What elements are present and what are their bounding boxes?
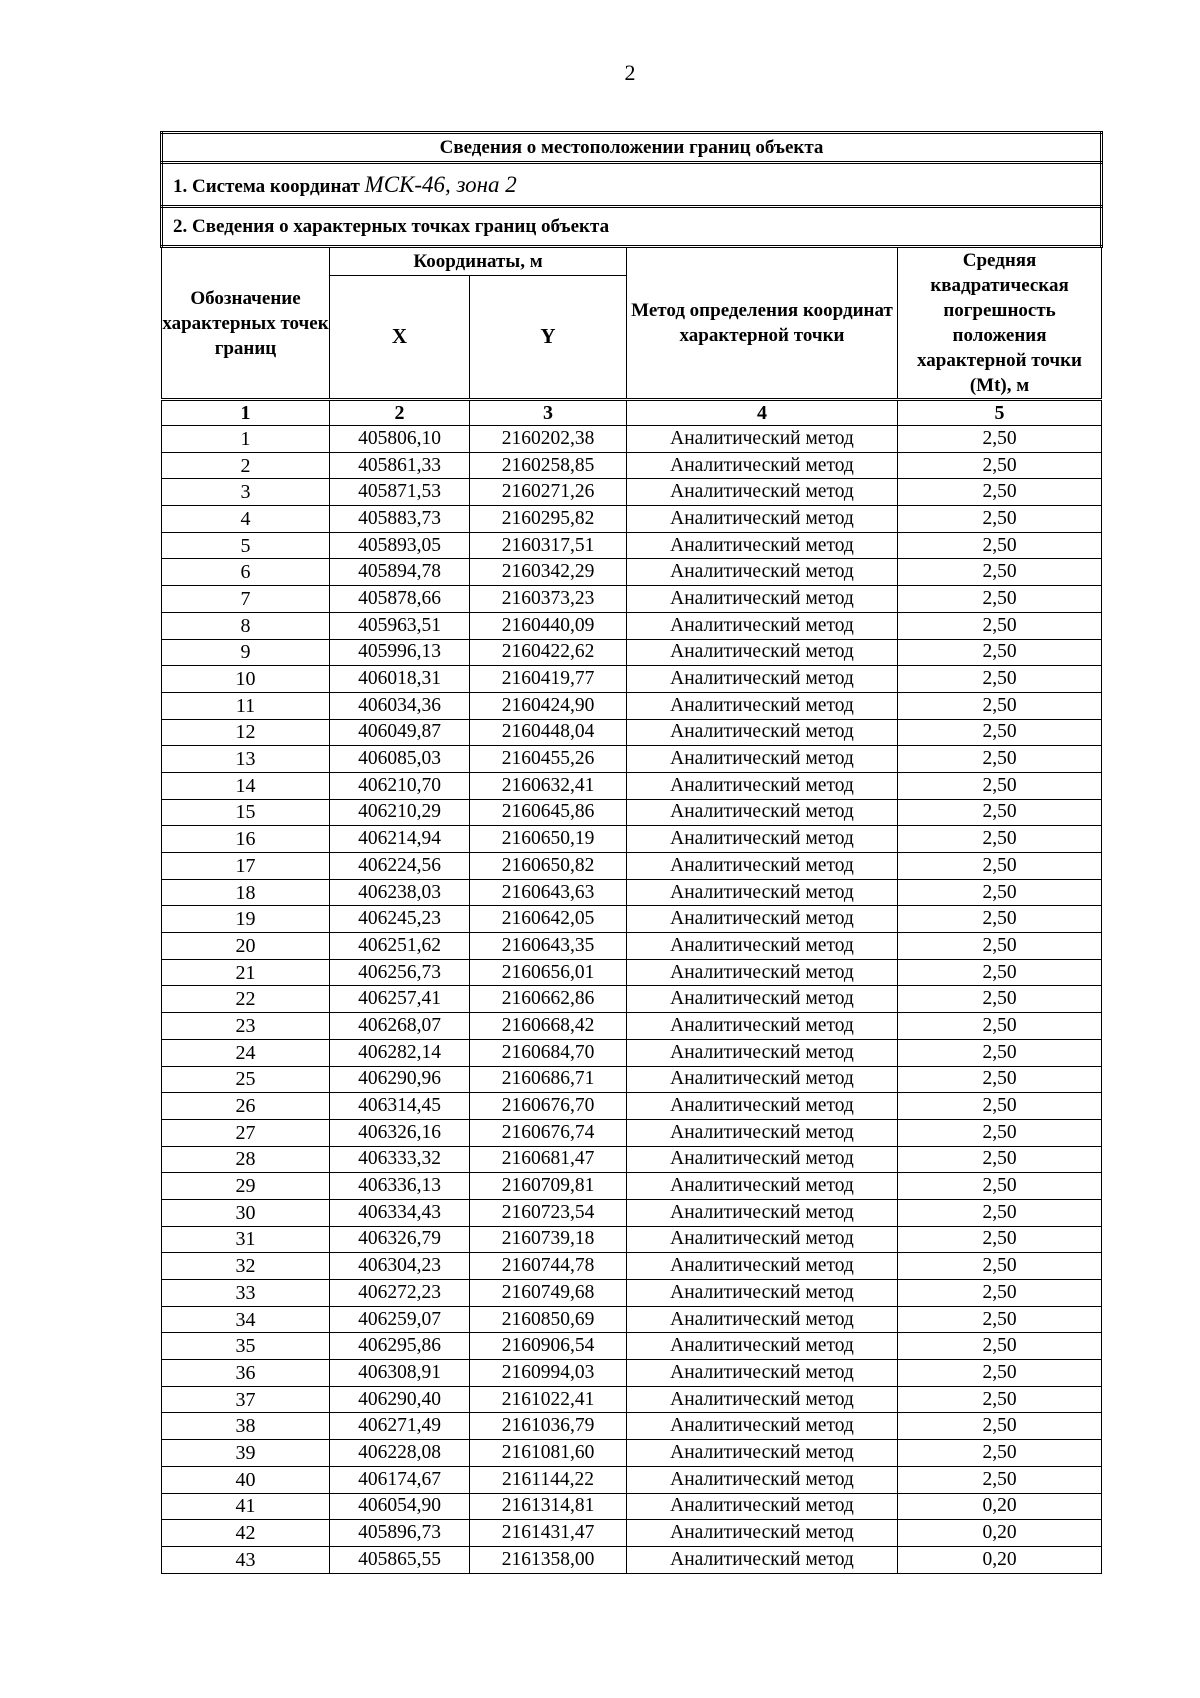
coord-y: 2160258,85 — [470, 452, 627, 479]
coord-y: 2160662,86 — [470, 986, 627, 1013]
coord-x: 405871,53 — [330, 479, 470, 506]
method-cell: Аналитический метод — [627, 1173, 898, 1200]
coord-system-value: МСК-46, зона 2 — [364, 171, 517, 197]
coord-y: 2160749,68 — [470, 1280, 627, 1307]
error-cell: 2,50 — [898, 799, 1102, 826]
method-cell: Аналитический метод — [627, 1493, 898, 1520]
method-cell: Аналитический метод — [627, 1226, 898, 1253]
point-number: 21 — [162, 959, 330, 986]
coord-y: 2161144,22 — [470, 1466, 627, 1493]
coord-y: 2160650,19 — [470, 826, 627, 853]
point-number: 28 — [162, 1146, 330, 1173]
error-cell: 2,50 — [898, 853, 1102, 880]
coord-y: 2160632,41 — [470, 772, 627, 799]
section-2-row — [162, 207, 1102, 247]
coord-x: 405963,51 — [330, 612, 470, 639]
header-point-designation: Обозначение характерных точек границ — [162, 247, 330, 400]
error-cell: 2,50 — [898, 986, 1102, 1013]
coord-x: 406238,03 — [330, 879, 470, 906]
coord-x: 406245,23 — [330, 906, 470, 933]
error-cell: 2,50 — [898, 1413, 1102, 1440]
table-row — [162, 1546, 1102, 1573]
method-cell: Аналитический метод — [627, 479, 898, 506]
coord-x: 405894,78 — [330, 559, 470, 586]
error-cell: 2,50 — [898, 426, 1102, 453]
point-number: 26 — [162, 1093, 330, 1120]
error-cell: 2,50 — [898, 959, 1102, 986]
table-row — [162, 1360, 1102, 1387]
error-cell: 2,50 — [898, 559, 1102, 586]
coord-y: 2160676,74 — [470, 1119, 627, 1146]
point-number: 41 — [162, 1493, 330, 1520]
coord-system — [162, 163, 1102, 207]
coord-y: 2160202,38 — [470, 426, 627, 453]
coord-y: 2161358,00 — [470, 1546, 627, 1573]
error-cell: 2,50 — [898, 933, 1102, 960]
header-coordinates: Координаты, м — [330, 247, 627, 276]
table-row — [162, 933, 1102, 960]
coord-x: 406290,40 — [330, 1386, 470, 1413]
method-cell: Аналитический метод — [627, 719, 898, 746]
point-number: 34 — [162, 1306, 330, 1333]
coord-x: 406268,07 — [330, 1013, 470, 1040]
coord-y: 2160723,54 — [470, 1199, 627, 1226]
method-cell: Аналитический метод — [627, 692, 898, 719]
point-number: 43 — [162, 1546, 330, 1573]
point-number: 31 — [162, 1226, 330, 1253]
coord-x: 406308,91 — [330, 1360, 470, 1387]
method-cell: Аналитический метод — [627, 1360, 898, 1387]
table-row — [162, 1520, 1102, 1547]
coord-y: 2160684,70 — [470, 1039, 627, 1066]
coord-x: 405878,66 — [330, 586, 470, 613]
coord-x: 406224,56 — [330, 853, 470, 880]
coord-x: 406210,29 — [330, 799, 470, 826]
table-row — [162, 692, 1102, 719]
coord-x: 406295,86 — [330, 1333, 470, 1360]
coord-y: 2160271,26 — [470, 479, 627, 506]
method-cell: Аналитический метод — [627, 933, 898, 960]
method-cell: Аналитический метод — [627, 452, 898, 479]
error-cell: 2,50 — [898, 586, 1102, 613]
error-cell: 2,50 — [898, 1039, 1102, 1066]
method-cell: Аналитический метод — [627, 986, 898, 1013]
coord-y: 2160422,62 — [470, 639, 627, 666]
point-number: 38 — [162, 1413, 330, 1440]
header-method: Метод определения координат характерной точки — [627, 247, 898, 400]
point-number: 7 — [162, 586, 330, 613]
method-cell: Аналитический метод — [627, 559, 898, 586]
table-row — [162, 746, 1102, 773]
error-cell: 2,50 — [898, 506, 1102, 533]
column-number: 4 — [627, 400, 898, 426]
coord-x: 405893,05 — [330, 532, 470, 559]
coord-y: 2160424,90 — [470, 692, 627, 719]
table-row — [162, 1386, 1102, 1413]
error-cell: 2,50 — [898, 1333, 1102, 1360]
point-number: 40 — [162, 1466, 330, 1493]
table-row — [162, 1466, 1102, 1493]
point-number: 1 — [162, 426, 330, 453]
method-cell: Аналитический метод — [627, 1039, 898, 1066]
method-cell: Аналитический метод — [627, 1093, 898, 1120]
table-row — [162, 1119, 1102, 1146]
coord-x: 406251,62 — [330, 933, 470, 960]
point-number: 39 — [162, 1440, 330, 1467]
table-row — [162, 906, 1102, 933]
table-row — [162, 959, 1102, 986]
error-cell: 2,50 — [898, 1146, 1102, 1173]
coord-y: 2160342,29 — [470, 559, 627, 586]
error-cell: 2,50 — [898, 1013, 1102, 1040]
coord-x: 406174,67 — [330, 1466, 470, 1493]
error-cell: 2,50 — [898, 479, 1102, 506]
table-row — [162, 1199, 1102, 1226]
method-cell: Аналитический метод — [627, 1520, 898, 1547]
coord-x: 406085,03 — [330, 746, 470, 773]
method-cell: Аналитический метод — [627, 532, 898, 559]
coord-x: 406314,45 — [330, 1093, 470, 1120]
coord-y: 2160656,01 — [470, 959, 627, 986]
page-number: 2 — [624, 60, 636, 85]
coord-x: 405861,33 — [330, 452, 470, 479]
table-row — [162, 853, 1102, 880]
table-row — [162, 1413, 1102, 1440]
coord-y: 2161036,79 — [470, 1413, 627, 1440]
coord-x: 406034,36 — [330, 692, 470, 719]
header-error: Средняя квадратическая погрешность положения характерной точки (Mt), м — [898, 247, 1102, 400]
error-cell: 2,50 — [898, 666, 1102, 693]
method-cell: Аналитический метод — [627, 772, 898, 799]
error-cell: 2,50 — [898, 1440, 1102, 1467]
table-row — [162, 612, 1102, 639]
coord-y: 2161314,81 — [470, 1493, 627, 1520]
column-numbers-row — [162, 400, 1102, 426]
header-y: Y — [470, 275, 627, 399]
point-number: 3 — [162, 479, 330, 506]
method-cell: Аналитический метод — [627, 1466, 898, 1493]
coord-x: 405896,73 — [330, 1520, 470, 1547]
point-number: 42 — [162, 1520, 330, 1547]
coord-y: 2160373,23 — [470, 586, 627, 613]
point-number: 24 — [162, 1039, 330, 1066]
table-row — [162, 1039, 1102, 1066]
point-number: 18 — [162, 879, 330, 906]
coord-y: 2160739,18 — [470, 1226, 627, 1253]
point-number: 2 — [162, 452, 330, 479]
error-cell: 2,50 — [898, 532, 1102, 559]
method-cell: Аналитический метод — [627, 879, 898, 906]
coord-x: 406290,96 — [330, 1066, 470, 1093]
table-title-row — [162, 133, 1102, 163]
method-cell: Аналитический метод — [627, 799, 898, 826]
point-number: 25 — [162, 1066, 330, 1093]
method-cell: Аналитический метод — [627, 1333, 898, 1360]
method-cell: Аналитический метод — [627, 506, 898, 533]
point-number: 36 — [162, 1360, 330, 1387]
coord-x: 405996,13 — [330, 639, 470, 666]
point-number: 22 — [162, 986, 330, 1013]
coord-y: 2160744,78 — [470, 1253, 627, 1280]
coord-x: 406333,32 — [330, 1146, 470, 1173]
point-number: 5 — [162, 532, 330, 559]
coord-y: 2160643,63 — [470, 879, 627, 906]
table-row — [162, 666, 1102, 693]
coord-x: 406049,87 — [330, 719, 470, 746]
error-cell: 2,50 — [898, 1253, 1102, 1280]
coord-y: 2160419,77 — [470, 666, 627, 693]
table-row — [162, 772, 1102, 799]
point-number: 33 — [162, 1280, 330, 1307]
coord-x: 405883,73 — [330, 506, 470, 533]
table-row — [162, 1333, 1102, 1360]
error-cell: 2,50 — [898, 1066, 1102, 1093]
point-number: 9 — [162, 639, 330, 666]
boundary-points-table — [160, 131, 1103, 1574]
error-cell: 2,50 — [898, 1306, 1102, 1333]
point-number: 19 — [162, 906, 330, 933]
table-row — [162, 559, 1102, 586]
header-row-1 — [162, 247, 1102, 276]
coord-x: 406257,41 — [330, 986, 470, 1013]
coord-y: 2160676,70 — [470, 1093, 627, 1120]
point-number: 8 — [162, 612, 330, 639]
error-cell: 2,50 — [898, 1386, 1102, 1413]
error-cell: 2,50 — [898, 906, 1102, 933]
table-row — [162, 1306, 1102, 1333]
error-cell: 2,50 — [898, 826, 1102, 853]
table-row — [162, 1066, 1102, 1093]
table-row — [162, 1253, 1102, 1280]
method-cell: Аналитический метод — [627, 1413, 898, 1440]
coord-x: 406272,23 — [330, 1280, 470, 1307]
coord-x: 406271,49 — [330, 1413, 470, 1440]
header-x: X — [330, 275, 470, 399]
table-row — [162, 799, 1102, 826]
method-cell: Аналитический метод — [627, 746, 898, 773]
coord-y: 2160906,54 — [470, 1333, 627, 1360]
table-row — [162, 639, 1102, 666]
coord-y: 2160681,47 — [470, 1146, 627, 1173]
coord-y: 2160643,35 — [470, 933, 627, 960]
coord-y: 2160448,04 — [470, 719, 627, 746]
error-cell: 2,50 — [898, 639, 1102, 666]
coord-x: 406054,90 — [330, 1493, 470, 1520]
point-number: 16 — [162, 826, 330, 853]
point-number: 27 — [162, 1119, 330, 1146]
error-cell: 2,50 — [898, 1173, 1102, 1200]
table-row — [162, 532, 1102, 559]
point-number: 30 — [162, 1199, 330, 1226]
point-number: 11 — [162, 692, 330, 719]
coord-y: 2160668,42 — [470, 1013, 627, 1040]
table-row — [162, 586, 1102, 613]
point-number: 6 — [162, 559, 330, 586]
table-row — [162, 1493, 1102, 1520]
method-cell: Аналитический метод — [627, 853, 898, 880]
coord-x: 406326,79 — [330, 1226, 470, 1253]
point-number: 32 — [162, 1253, 330, 1280]
table-row — [162, 986, 1102, 1013]
error-cell: 2,50 — [898, 452, 1102, 479]
error-cell: 2,50 — [898, 772, 1102, 799]
error-cell: 2,50 — [898, 1360, 1102, 1387]
coord-y: 2160642,05 — [470, 906, 627, 933]
table-row — [162, 479, 1102, 506]
point-number: 15 — [162, 799, 330, 826]
point-number: 17 — [162, 853, 330, 880]
coord-y: 2160850,69 — [470, 1306, 627, 1333]
error-cell: 2,50 — [898, 746, 1102, 773]
table-row — [162, 426, 1102, 453]
column-number: 5 — [898, 400, 1102, 426]
coord-x: 405806,10 — [330, 426, 470, 453]
coord-x: 406259,07 — [330, 1306, 470, 1333]
point-number: 23 — [162, 1013, 330, 1040]
error-cell: 2,50 — [898, 612, 1102, 639]
table-row — [162, 1146, 1102, 1173]
method-cell: Аналитический метод — [627, 666, 898, 693]
method-cell: Аналитический метод — [627, 1386, 898, 1413]
error-cell: 2,50 — [898, 1093, 1102, 1120]
coord-y: 2160650,82 — [470, 853, 627, 880]
coord-x: 406228,08 — [330, 1440, 470, 1467]
coord-x: 405865,55 — [330, 1546, 470, 1573]
method-cell: Аналитический метод — [627, 1066, 898, 1093]
method-cell: Аналитический метод — [627, 1306, 898, 1333]
coord-y: 2161022,41 — [470, 1386, 627, 1413]
table-row — [162, 506, 1102, 533]
error-cell: 2,50 — [898, 1466, 1102, 1493]
method-cell: Аналитический метод — [627, 826, 898, 853]
method-cell: Аналитический метод — [627, 1280, 898, 1307]
error-cell: 0,20 — [898, 1493, 1102, 1520]
table-row — [162, 719, 1102, 746]
coord-y: 2160455,26 — [470, 746, 627, 773]
method-cell: Аналитический метод — [627, 1440, 898, 1467]
table-title: Сведения о местоположении границ объекта — [162, 133, 1102, 163]
coord-x: 406210,70 — [330, 772, 470, 799]
coord-y: 2160709,81 — [470, 1173, 627, 1200]
section-2-label: 2. Сведения о характерных точках границ объекта — [162, 207, 1102, 247]
coord-y: 2160317,51 — [470, 532, 627, 559]
error-cell: 2,50 — [898, 1280, 1102, 1307]
coord-x: 406304,23 — [330, 1253, 470, 1280]
point-number: 20 — [162, 933, 330, 960]
error-cell: 2,50 — [898, 879, 1102, 906]
point-number: 14 — [162, 772, 330, 799]
coord-y: 2160440,09 — [470, 612, 627, 639]
coord-x: 406214,94 — [330, 826, 470, 853]
point-number: 35 — [162, 1333, 330, 1360]
method-cell: Аналитический метод — [627, 1253, 898, 1280]
table-row — [162, 1226, 1102, 1253]
coord-system-row — [162, 163, 1102, 207]
column-number: 2 — [330, 400, 470, 426]
table-row — [162, 1440, 1102, 1467]
table-row — [162, 826, 1102, 853]
method-cell: Аналитический метод — [627, 1199, 898, 1226]
point-number: 10 — [162, 666, 330, 693]
method-cell: Аналитический метод — [627, 639, 898, 666]
error-cell: 2,50 — [898, 692, 1102, 719]
coord-y: 2160686,71 — [470, 1066, 627, 1093]
coord-y: 2161081,60 — [470, 1440, 627, 1467]
coord-y: 2160994,03 — [470, 1360, 627, 1387]
table-row — [162, 879, 1102, 906]
method-cell: Аналитический метод — [627, 612, 898, 639]
coord-system-label: 1. Система координат — [173, 175, 360, 197]
point-number: 37 — [162, 1386, 330, 1413]
method-cell: Аналитический метод — [627, 1119, 898, 1146]
table-row — [162, 1093, 1102, 1120]
method-cell: Аналитический метод — [627, 906, 898, 933]
coord-x: 406334,43 — [330, 1199, 470, 1226]
method-cell: Аналитический метод — [627, 426, 898, 453]
error-cell: 2,50 — [898, 1119, 1102, 1146]
method-cell: Аналитический метод — [627, 586, 898, 613]
coord-x: 406282,14 — [330, 1039, 470, 1066]
coord-y: 2161431,47 — [470, 1520, 627, 1547]
error-cell: 2,50 — [898, 1226, 1102, 1253]
coord-x: 406336,13 — [330, 1173, 470, 1200]
column-number: 3 — [470, 400, 627, 426]
method-cell: Аналитический метод — [627, 959, 898, 986]
coord-y: 2160295,82 — [470, 506, 627, 533]
coord-y: 2160645,86 — [470, 799, 627, 826]
point-number: 13 — [162, 746, 330, 773]
table-row — [162, 452, 1102, 479]
coord-x: 406256,73 — [330, 959, 470, 986]
table-row — [162, 1280, 1102, 1307]
point-number: 12 — [162, 719, 330, 746]
point-number: 29 — [162, 1173, 330, 1200]
table-row — [162, 1173, 1102, 1200]
error-cell: 2,50 — [898, 1199, 1102, 1226]
error-cell: 0,20 — [898, 1546, 1102, 1573]
method-cell: Аналитический метод — [627, 1146, 898, 1173]
table-row — [162, 1013, 1102, 1040]
error-cell: 2,50 — [898, 719, 1102, 746]
method-cell: Аналитический метод — [627, 1013, 898, 1040]
coord-x: 406326,16 — [330, 1119, 470, 1146]
method-cell: Аналитический метод — [627, 1546, 898, 1573]
error-cell: 0,20 — [898, 1520, 1102, 1547]
coord-x: 406018,31 — [330, 666, 470, 693]
point-number: 4 — [162, 506, 330, 533]
column-number: 1 — [162, 400, 330, 426]
